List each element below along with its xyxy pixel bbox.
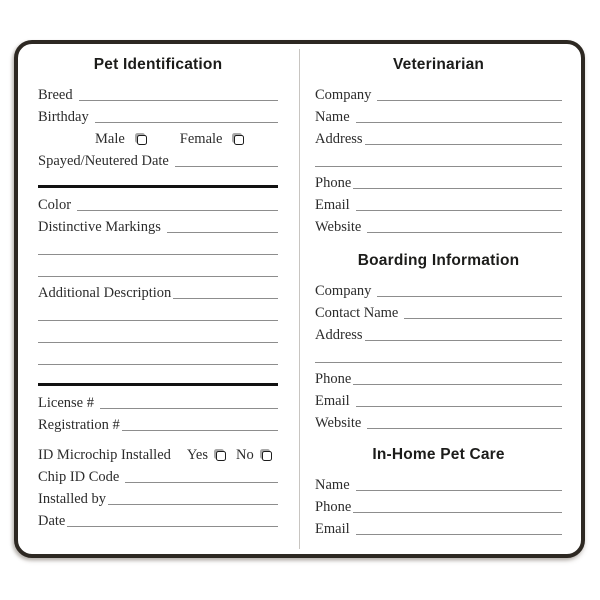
markings-continuation-line-1[interactable]	[38, 254, 278, 255]
blank-write-in-row	[38, 324, 278, 346]
field-spayed-neutered-date	[38, 148, 278, 170]
breed-write-in-line[interactable]	[79, 100, 278, 101]
blank-write-in-row	[38, 302, 278, 324]
license-label: License #	[38, 395, 94, 411]
additional-description-write-in-line[interactable]	[173, 298, 278, 299]
field-boarding-phone	[315, 366, 562, 388]
vet-email-write-in-line[interactable]	[356, 210, 562, 211]
boarding-address-continuation-line[interactable]	[315, 362, 562, 363]
inhome-email-label: Email	[315, 521, 350, 537]
additional-description-label: Additional Description	[38, 285, 172, 301]
chip-id-code-label: Chip ID Code	[38, 469, 120, 485]
vet-address-continuation-line[interactable]	[315, 166, 562, 167]
microchip-yes-checkbox[interactable]	[216, 451, 226, 461]
vet-website-label: Website	[315, 219, 362, 235]
field-installed-by	[38, 486, 278, 508]
blank-write-in-row	[315, 344, 562, 366]
field-additional-description	[38, 280, 278, 302]
section-divider	[38, 383, 278, 386]
chip-id-code-write-in-line[interactable]	[125, 482, 278, 483]
spayed-neutered-date-write-in-line[interactable]	[175, 166, 278, 167]
blank-write-in-row	[38, 346, 278, 368]
field-boarding-website	[315, 410, 562, 432]
field-distinctive-markings	[38, 214, 278, 236]
boarding-phone-label: Phone	[315, 371, 352, 387]
field-breed	[38, 82, 278, 104]
boarding-information-title: Boarding Information	[357, 252, 520, 269]
field-microchip-installed	[38, 442, 278, 464]
boarding-email-write-in-line[interactable]	[356, 406, 562, 407]
field-inhome-name	[315, 472, 562, 494]
boarding-contact-name-write-in-line[interactable]	[404, 318, 562, 319]
vet-phone-write-in-line[interactable]	[353, 188, 562, 189]
field-boarding-email	[315, 388, 562, 410]
microchip-installed-label: ID Microchip Installed	[38, 447, 171, 463]
field-birthday	[38, 104, 278, 126]
field-vet-phone	[315, 170, 562, 192]
female-checkbox[interactable]	[234, 135, 244, 145]
blank-write-in-row	[38, 258, 278, 280]
birthday-write-in-line[interactable]	[95, 122, 278, 123]
boarding-company-write-in-line[interactable]	[377, 296, 562, 297]
spacer	[38, 434, 278, 442]
field-vet-website	[315, 214, 562, 236]
contacts-column	[300, 44, 581, 554]
description-continuation-line-2[interactable]	[38, 342, 278, 343]
vet-website-write-in-line[interactable]	[367, 232, 562, 233]
inhome-phone-label: Phone	[315, 499, 352, 515]
boarding-phone-write-in-line[interactable]	[353, 384, 562, 385]
field-registration	[38, 412, 278, 434]
no-label: No	[236, 447, 254, 463]
vet-phone-label: Phone	[315, 175, 352, 191]
veterinarian-title: Veterinarian	[392, 56, 485, 73]
yes-label: Yes	[186, 447, 208, 463]
boarding-website-label: Website	[315, 415, 362, 431]
field-vet-company	[315, 82, 562, 104]
inhome-email-write-in-line[interactable]	[356, 534, 562, 535]
male-label: Male	[95, 131, 125, 147]
pet-identification-section	[18, 44, 299, 554]
vet-company-write-in-line[interactable]	[377, 100, 562, 101]
vet-email-label: Email	[315, 197, 350, 213]
field-sex	[38, 126, 278, 148]
install-date-write-in-line[interactable]	[67, 526, 278, 527]
installed-by-label: Installed by	[38, 491, 107, 507]
inhome-name-write-in-line[interactable]	[356, 490, 562, 491]
female-label: Female	[179, 131, 223, 147]
registration-write-in-line[interactable]	[122, 430, 278, 431]
boarding-address-write-in-line[interactable]	[365, 340, 562, 341]
vet-address-label: Address	[315, 131, 363, 147]
birthday-label: Birthday	[38, 109, 89, 125]
pet-identification-title: Pet Identification	[93, 56, 223, 73]
boarding-email-label: Email	[315, 393, 350, 409]
section-divider	[38, 185, 278, 188]
spayed-neutered-date-label: Spayed/Neutered Date	[38, 153, 169, 169]
blank-write-in-row	[38, 236, 278, 258]
registration-label: Registration #	[38, 417, 120, 433]
color-write-in-line[interactable]	[77, 210, 278, 211]
field-vet-address	[315, 126, 562, 148]
installed-by-write-in-line[interactable]	[108, 504, 278, 505]
in-home-pet-care-title: In-Home Pet Care	[372, 446, 505, 463]
vet-name-label: Name	[315, 109, 350, 125]
boarding-website-write-in-line[interactable]	[367, 428, 562, 429]
vet-name-write-in-line[interactable]	[356, 122, 562, 123]
description-continuation-line-3[interactable]	[38, 364, 278, 365]
male-checkbox[interactable]	[137, 135, 147, 145]
inhome-name-label: Name	[315, 477, 350, 493]
field-license	[38, 390, 278, 412]
inhome-phone-write-in-line[interactable]	[353, 512, 562, 513]
boarding-company-label: Company	[315, 283, 372, 299]
color-label: Color	[38, 197, 72, 213]
field-boarding-contact-name	[315, 300, 562, 322]
install-date-label: Date	[38, 513, 66, 529]
microchip-no-checkbox[interactable]	[262, 451, 272, 461]
markings-continuation-line-2[interactable]	[38, 276, 278, 277]
field-vet-email	[315, 192, 562, 214]
field-inhome-email	[315, 516, 562, 538]
boarding-address-label: Address	[315, 327, 363, 343]
field-install-date	[38, 508, 278, 530]
breed-label: Breed	[38, 87, 73, 103]
field-inhome-phone	[315, 494, 562, 516]
field-boarding-company	[315, 278, 562, 300]
field-color	[38, 192, 278, 214]
distinctive-markings-write-in-line[interactable]	[167, 232, 278, 233]
license-write-in-line[interactable]	[100, 408, 278, 409]
field-vet-name	[315, 104, 562, 126]
vet-address-write-in-line[interactable]	[365, 144, 562, 145]
blank-write-in-row	[315, 148, 562, 170]
boarding-contact-name-label: Contact Name	[315, 305, 399, 321]
vet-company-label: Company	[315, 87, 372, 103]
pet-record-form-page	[14, 40, 585, 558]
field-chip-id-code	[38, 464, 278, 486]
distinctive-markings-label: Distinctive Markings	[38, 219, 161, 235]
description-continuation-line-1[interactable]	[38, 320, 278, 321]
field-boarding-address	[315, 322, 562, 344]
